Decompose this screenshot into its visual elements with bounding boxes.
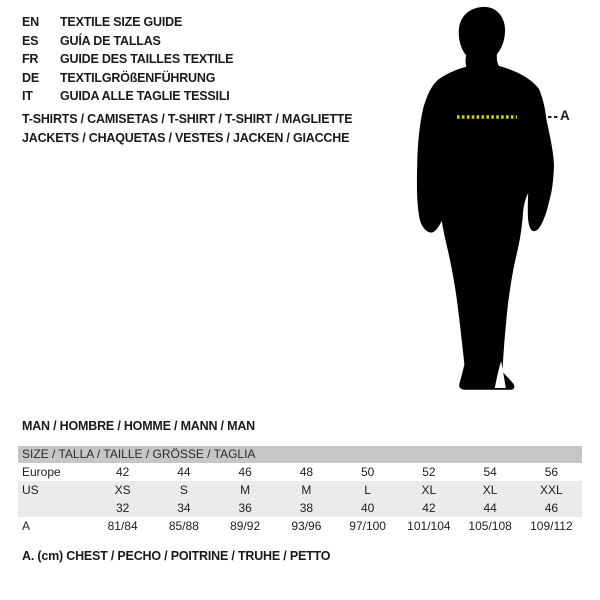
table-cell: 46 — [544, 501, 559, 515]
table-cell: 52 — [422, 465, 436, 479]
table-cell: L — [364, 483, 371, 497]
size-table — [18, 446, 582, 535]
category-line-tshirts: T-SHIRTS / CAMISETAS / T-SHIRT / T-SHIRT / MAGLIETTE — [22, 112, 353, 126]
language-code: ES — [22, 33, 39, 48]
language-code: IT — [22, 89, 33, 104]
table-cell: 105/108 — [468, 519, 512, 533]
language-code: DE — [22, 70, 39, 85]
language-title: GUIDA ALLE TAGLIE TESSILI — [60, 89, 230, 104]
table-cell: S — [179, 483, 188, 497]
table-cell: 46 — [238, 465, 252, 479]
size-table-rows — [18, 463, 582, 535]
table-cell: M — [301, 483, 312, 497]
man-silhouette-figure — [405, 2, 575, 390]
table-row-label: Europe — [22, 465, 61, 479]
category-line-jackets: JACKETS / CHAQUETAS / VESTES / JACKEN / GIACCHE — [22, 130, 350, 145]
table-cell: 81/84 — [107, 519, 138, 533]
language-row — [22, 32, 233, 51]
table-cell: M — [240, 483, 251, 497]
table-cell: 42 — [115, 465, 130, 479]
table-cell: XXL — [540, 483, 563, 497]
section-title-man: MAN / HOMBRE / HOMME / MANN / MAN — [22, 419, 255, 433]
measurement-footnote: A. (cm) CHEST / PECHO / POITRINE / TRUHE / PETTO — [22, 549, 331, 563]
language-title: GUÍA DE TALLAS — [60, 33, 161, 48]
table-cell: 97/100 — [349, 519, 386, 533]
measurement-label-a: A — [560, 108, 570, 123]
table-row-label — [18, 499, 92, 517]
table-cell: XS — [114, 483, 131, 497]
table-cell: 50 — [360, 465, 375, 479]
table-cell: 101/104 — [407, 519, 451, 533]
table-cell: 36 — [238, 501, 252, 515]
language-list — [22, 13, 233, 106]
table-cell: 54 — [483, 465, 497, 479]
size-table-header: SIZE / TALLA / TAILLE / GRÖSSE / TAGLIA — [18, 446, 582, 463]
table-cell: 109/112 — [530, 519, 573, 533]
language-code: FR — [22, 52, 39, 67]
language-title: TEXTILGRÖßENFÜHRUNG — [60, 70, 216, 85]
table-row — [18, 463, 582, 481]
table-cell: 32 — [115, 501, 130, 515]
table-cell: 93/96 — [291, 519, 322, 533]
table-cell: 89/92 — [230, 519, 261, 533]
language-title: GUIDE DES TAILLES TEXTILE — [60, 52, 234, 67]
table-cell: 44 — [177, 465, 191, 479]
table-row — [18, 499, 582, 517]
table-row — [18, 517, 582, 535]
garment-categories — [22, 110, 352, 147]
table-cell: 56 — [544, 465, 559, 479]
table-cell: 44 — [483, 501, 497, 515]
language-row — [22, 87, 233, 106]
man-silhouette-svg — [405, 2, 575, 390]
language-code: EN — [22, 15, 39, 29]
table-cell: 85/88 — [168, 519, 199, 533]
table-cell: 48 — [299, 465, 314, 479]
table-cell: 38 — [299, 501, 314, 515]
language-row — [22, 69, 233, 88]
table-cell: XL — [421, 483, 437, 497]
language-title: TEXTILE SIZE GUIDE — [60, 15, 183, 29]
language-row — [22, 13, 233, 32]
table-row — [18, 481, 582, 499]
table-cell: 34 — [177, 501, 191, 515]
table-cell: 42 — [422, 501, 436, 515]
table-cell: XL — [482, 483, 498, 497]
table-row-label: A — [22, 519, 31, 533]
man-silhouette — [417, 7, 554, 390]
table-cell: 40 — [360, 501, 375, 515]
language-row — [22, 50, 233, 69]
table-row-label: US — [22, 483, 39, 497]
